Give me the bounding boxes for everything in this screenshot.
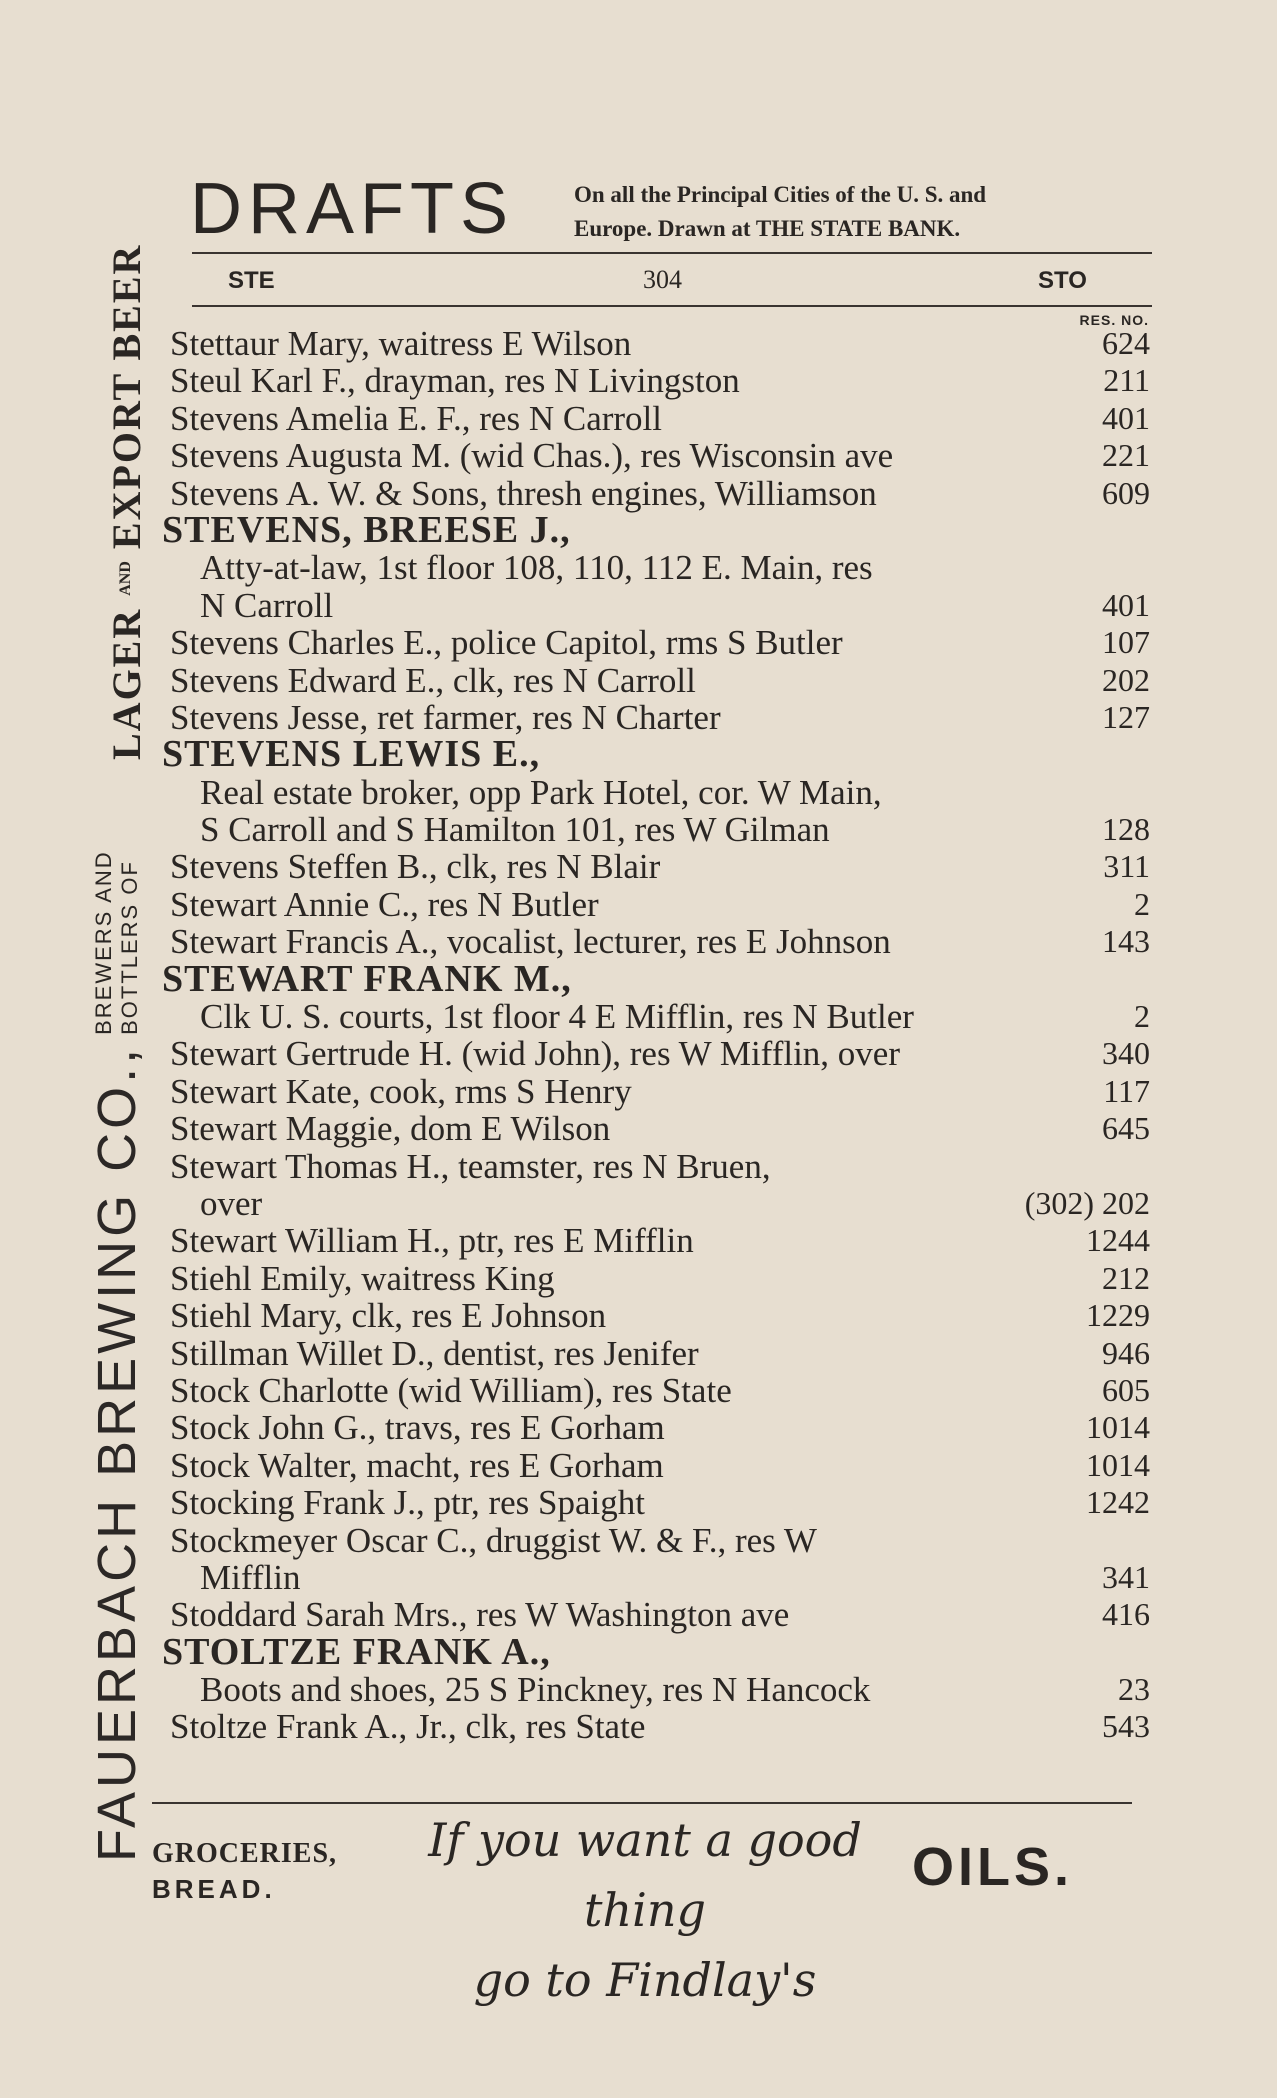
entry-res-number: 416: [1102, 1596, 1150, 1633]
drafts-note-line-2: Europe. Drawn at THE STATE BANK.: [574, 216, 961, 241]
entry-res-number: 128: [1102, 811, 1150, 848]
directory-entry: [150, 1185, 1150, 1222]
subheader-rule: [192, 305, 1152, 307]
entry-text: Stevens Amelia E. F., res N Carroll: [170, 398, 662, 438]
entry-text: Stewart Francis A., vocalist, lecturer, res E Johnson: [170, 922, 891, 962]
footer-rule: [152, 1802, 1132, 1804]
entry-text: Stevens Augusta M. (wid Chas.), res Wisconsin ave: [170, 436, 894, 476]
entry-text: Stock Walter, macht, res E Gorham: [170, 1445, 664, 1485]
drafts-note-line-1: On all the Principal Cities of the U. S. and: [574, 182, 987, 207]
header-rule: [192, 252, 1152, 254]
side-ad-beer: [96, 140, 156, 760]
entry-res-number: 340: [1102, 1035, 1150, 1072]
directory-entry: [150, 1559, 1150, 1596]
drafts-note: [574, 178, 1174, 246]
entry-res-number: 1229: [1086, 1297, 1150, 1334]
entry-heading: STEWART FRANK M.,: [162, 957, 572, 1000]
directory-entry: [150, 325, 1150, 362]
directory-entry: [150, 1630, 1150, 1673]
entry-heading: STEVENS LEWIS E.,: [162, 733, 541, 776]
directory-entry: [150, 1335, 1150, 1372]
footer-bread: BREAD.: [152, 1874, 276, 1904]
entry-text: Stillman Willet D., dentist, res Jenifer: [170, 1333, 699, 1373]
entry-text: N Carroll: [200, 585, 334, 625]
footer-findlay-slogan: [395, 1805, 895, 2007]
entry-res-number: 127: [1102, 698, 1150, 735]
entry-res-number: 624: [1102, 325, 1150, 361]
entry-res-number: 1014: [1086, 1409, 1150, 1446]
directory-entry: [150, 733, 1150, 776]
drafts-heading: DRAFTS: [190, 169, 514, 249]
entry-text: Mifflin: [200, 1557, 301, 1597]
entry-text: Stevens Steffen B., clk, res N Blair: [170, 847, 661, 887]
directory-entry: [150, 362, 1150, 399]
entry-text: over: [200, 1183, 263, 1223]
directory-entry: [150, 1372, 1150, 1409]
entry-res-number: 609: [1102, 474, 1150, 511]
slogan-line-1: If you want a good thing: [428, 1813, 862, 1937]
directory-entry: [150, 1110, 1150, 1147]
entry-res-number: 543: [1102, 1708, 1150, 1745]
directory-entry: [150, 699, 1150, 736]
entry-text: Stocking Frank J., ptr, res Spaight: [170, 1483, 645, 1523]
directory-entry: [150, 998, 1150, 1035]
directory-entry: [150, 1708, 1150, 1745]
directory-entry: [150, 1447, 1150, 1484]
entry-res-number: 107: [1102, 624, 1150, 661]
entry-text: Stewart Gertrude H. (wid John), res W Mifflin, over: [170, 1034, 900, 1074]
directory-entry: [150, 957, 1150, 1000]
entry-res-number: 221: [1102, 437, 1150, 474]
guide-word-left: STE: [228, 267, 275, 294]
entry-res-number: 1014: [1086, 1446, 1150, 1483]
entry-text: Stock Charlotte (wid William), res State: [170, 1370, 732, 1410]
entry-heading: STOLTZE FRANK A.,: [162, 1630, 551, 1673]
directory-entry: [150, 1297, 1150, 1334]
directory-entry: [150, 587, 1150, 624]
entry-text: Stevens Charles E., police Capitol, rms S Butler: [170, 623, 843, 663]
directory-entry: [150, 549, 1150, 586]
directory-entry: [150, 811, 1150, 848]
entry-res-number: 1242: [1086, 1484, 1150, 1521]
entry-res-number: 311: [1103, 848, 1150, 885]
entry-text: Stewart Annie C., res N Butler: [170, 884, 599, 924]
entry-text: Stock John G., travs, res E Gorham: [170, 1408, 665, 1448]
entry-res-number: 401: [1102, 399, 1150, 436]
entry-text: Atty-at-law, 1st floor 108, 110, 112 E. Main, res: [200, 548, 873, 588]
side-ad-and: AND: [117, 561, 134, 596]
entry-text: Steul Karl F., drayman, res N Livingston: [170, 361, 740, 401]
directory-entry: [150, 662, 1150, 699]
entry-res-number: (302) 202: [1024, 1184, 1150, 1221]
side-ad-lager: LAGER: [103, 607, 149, 760]
directory-entry: [150, 437, 1150, 474]
side-ad-bottlers: BOTTLERS OF: [117, 860, 142, 1035]
directory-entry: [150, 923, 1150, 960]
directory-entry: [150, 508, 1150, 551]
directory-entry: [150, 1522, 1150, 1559]
entry-res-number: 645: [1102, 1110, 1150, 1147]
entry-text: Stoddard Sarah Mrs., res W Washington ave: [170, 1595, 790, 1635]
entry-text: Stiehl Mary, clk, res E Johnson: [170, 1296, 607, 1336]
directory-entry: [150, 774, 1150, 811]
entry-res-number: 211: [1103, 362, 1150, 399]
entry-res-number: 202: [1102, 661, 1150, 698]
entry-res-number: 117: [1103, 1072, 1150, 1109]
directory-entry: [150, 1260, 1150, 1297]
entry-text: Stettaur Mary, waitress E Wilson: [170, 324, 632, 363]
entry-text: Stevens Edward E., clk, res N Carroll: [170, 660, 696, 700]
entry-text: Stockmeyer Oscar C., druggist W. & F., res W: [170, 1520, 817, 1560]
entry-text: Stewart Kate, cook, rms S Henry: [170, 1071, 632, 1111]
entry-text: Stewart Thomas H., teamster, res N Bruen,: [170, 1146, 771, 1186]
directory-entry: [150, 1409, 1150, 1446]
page-number: 304: [643, 265, 682, 294]
directory-entry: [150, 624, 1150, 661]
directory-entry: [150, 1596, 1150, 1633]
entry-res-number: 23: [1118, 1671, 1150, 1708]
entry-res-number: 605: [1102, 1371, 1150, 1408]
footer-oils: OILS.: [912, 1837, 1074, 1897]
entry-res-number: 2: [1134, 885, 1150, 922]
entry-res-number: 212: [1102, 1259, 1150, 1296]
side-ad-company: FAUERBACH BREWING CO.,: [87, 1044, 147, 1862]
directory-entry: [150, 886, 1150, 923]
directory-entry: [150, 1671, 1150, 1708]
entry-text: Stevens A. W. & Sons, thresh engines, Williamson: [170, 473, 877, 513]
entry-res-number: 401: [1102, 586, 1150, 623]
side-ad-trades: [91, 850, 143, 1035]
entry-text: Stevens Jesse, ret farmer, res N Charter: [170, 697, 721, 737]
entry-res-number: 946: [1102, 1334, 1150, 1371]
res-no-label: RES. NO.: [1079, 312, 1149, 328]
entry-text: Real estate broker, opp Park Hotel, cor. W Main,: [200, 772, 882, 812]
entry-text: Stewart William H., ptr, res E Mifflin: [170, 1221, 694, 1261]
directory-entry: [150, 1073, 1150, 1110]
entry-text: Clk U. S. courts, 1st floor 4 E Mifflin, res N Butler: [200, 997, 914, 1037]
entry-heading: STEVENS, BREESE J.,: [162, 508, 571, 551]
guide-word-right: STO: [1038, 267, 1087, 294]
directory-entry: [150, 1484, 1150, 1521]
directory-entry: [150, 1222, 1150, 1259]
entry-res-number: 341: [1102, 1558, 1150, 1595]
entry-res-number: 2: [1134, 998, 1150, 1035]
directory-entries: [150, 325, 1150, 1746]
directory-entry: [150, 400, 1150, 437]
entry-text: S Carroll and S Hamilton 101, res W Gilman: [200, 810, 830, 850]
entry-text: Stiehl Emily, waitress King: [170, 1258, 555, 1298]
side-ad-export-beer: EXPORT BEER: [103, 243, 149, 550]
directory-entry: [150, 1148, 1150, 1185]
directory-entry: [150, 475, 1150, 512]
entry-text: Stewart Maggie, dom E Wilson: [170, 1109, 611, 1149]
entry-text: Boots and shoes, 25 S Pinckney, res N Hancock: [200, 1670, 871, 1710]
footer-groceries: GROCERIES,: [152, 1838, 338, 1869]
entry-text: Stoltze Frank A., Jr., clk, res State: [170, 1707, 646, 1747]
entry-res-number: 143: [1102, 923, 1150, 960]
slogan-line-2: go to Findlay's: [473, 1953, 817, 2007]
directory-entry: [150, 1035, 1150, 1072]
side-ad-brewers: BREWERS AND: [91, 850, 116, 1035]
entry-res-number: 1244: [1086, 1222, 1150, 1259]
directory-entry: [150, 848, 1150, 885]
